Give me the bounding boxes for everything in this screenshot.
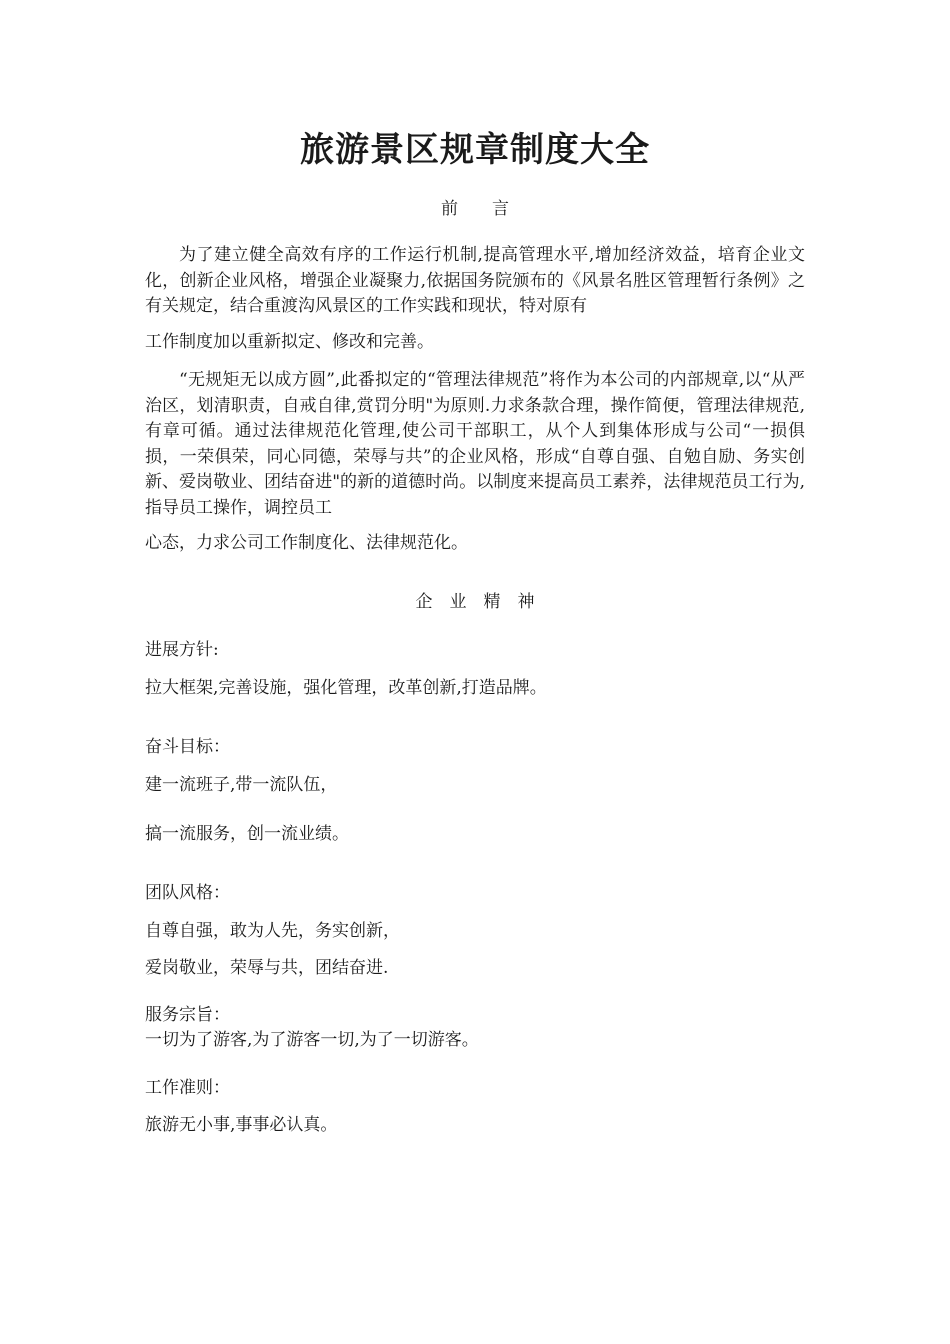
team-label: 团队风格： [145, 883, 230, 903]
goal-line-2: 搞一流服务，创一流业绩。 [145, 824, 349, 844]
team-line-2: 爱岗敬业，荣辱与共，团结奋进. [145, 958, 389, 978]
preface-heading: 前 言 [441, 199, 509, 219]
enterprise-spirit-heading: 企 业 精 神 [415, 592, 535, 612]
preface-paragraph-2-body: “无规矩无以成方圆”,此番拟定的“管理法律规范”将作为本公司的内部规章,以“从严治区，划清职责，自戒自律,赏罚分明"为原则.力求条款合理，操作简便，管理法律规范,有章可循。通过法律规范化管理,使公司干部职工，从个人到集体形成与公司“一损俱损，一荣俱荣，同心同德，荣辱与共”的企业风格，形成“自尊自强、自勉自励、务实创新、爱岗敬业、团结奋进"的新的道德时尚。以制度来提高员工素养，法律规范员工行为,指导员工操作，调控员工 [145, 370, 805, 518]
preface-paragraph-1-last-line: 工作制度加以重新拟定、修改和完善。 [145, 331, 434, 352]
document-title: 旅游景区规章制度大全 [300, 130, 650, 170]
team-line-1: 自尊自强，敢为人先，务实创新， [145, 921, 400, 941]
goal-label: 奋斗目标： [145, 737, 230, 757]
service-text: 一切为了游客,为了游客一切,为了一切游客。 [145, 1030, 479, 1050]
goal-line-1: 建一流班子,带一流队伍， [145, 775, 338, 795]
work-label: 工作准则： [145, 1078, 230, 1098]
development-label: 进展方针: [145, 640, 219, 660]
service-label: 服务宗旨： [145, 1005, 230, 1025]
preface-paragraph-2 [145, 368, 805, 557]
preface-paragraph-1 [145, 243, 805, 355]
work-text: 旅游无小事,事事必认真。 [145, 1115, 338, 1135]
preface-paragraph-2-last-line: 心态，力求公司工作制度化、法律规范化。 [145, 533, 468, 553]
development-text: 拉大框架,完善设施，强化管理，改革创新,打造品牌。 [145, 678, 547, 698]
preface-paragraph-1-body: 为了建立健全高效有序的工作运行机制,提高管理水平,增加经济效益，培育企业文化，创新企业风格，增强企业凝聚力,依据国务院颁布的《风景名胜区管理暂行条例》之有关规定，结合重渡沟风景区的工作实践和现状，特对原有 [145, 245, 805, 316]
